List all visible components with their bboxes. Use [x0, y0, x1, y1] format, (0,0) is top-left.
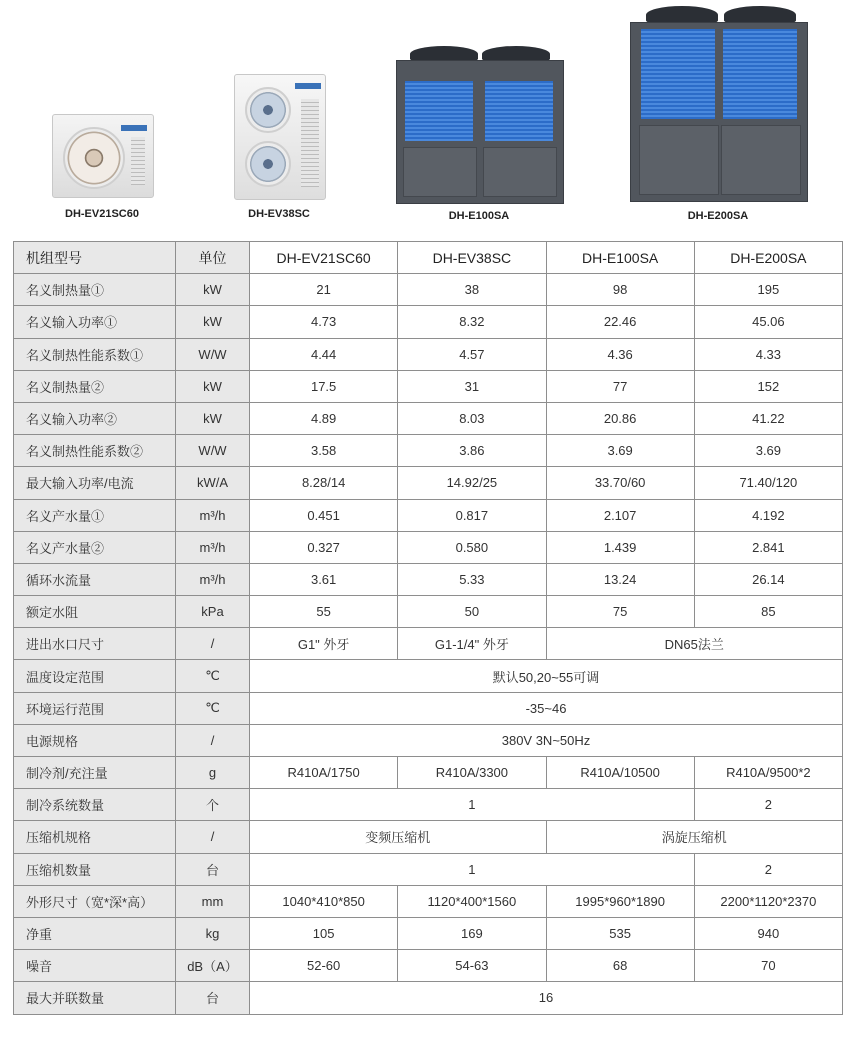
panel: [483, 147, 557, 197]
cell-value: R410A/10500: [546, 757, 694, 789]
row-label: 进出水口尺寸: [14, 628, 176, 660]
cell-value: R410A/1750: [250, 757, 398, 789]
panel: [721, 125, 801, 195]
fan-icon: [63, 127, 125, 189]
row-label: 最大并联数量: [14, 982, 176, 1014]
cell-value: 4.44: [250, 338, 398, 370]
cell-value: G1" 外牙: [250, 628, 398, 660]
cell-value: 380V 3N~50Hz: [250, 724, 843, 756]
cell-value: 2: [694, 789, 842, 821]
cell-value: 3.86: [398, 435, 546, 467]
cell-value: 4.89: [250, 402, 398, 434]
coil: [485, 81, 553, 141]
table-header-row: [14, 242, 843, 274]
row-label: 名义制热性能系数①: [14, 338, 176, 370]
coil: [723, 29, 797, 119]
cell-value: 4.192: [694, 499, 842, 531]
cell-value: 变频压缩机: [250, 821, 547, 853]
coil: [405, 81, 473, 141]
table-row: [14, 821, 843, 853]
grille: [301, 99, 319, 187]
row-unit: /: [176, 724, 250, 756]
header-model: DH-EV38SC: [398, 242, 546, 274]
header-label: 机组型号: [14, 242, 176, 274]
cell-value: 0.451: [250, 499, 398, 531]
table-row: [14, 982, 843, 1014]
row-unit: dB（A）: [176, 950, 250, 982]
row-unit: g: [176, 757, 250, 789]
cell-value: 4.36: [546, 338, 694, 370]
row-unit: 台: [176, 982, 250, 1014]
cell-value: 50: [398, 596, 546, 628]
row-unit: ℃: [176, 692, 250, 724]
cell-value: 1995*960*1890: [546, 885, 694, 917]
header-unit: 单位: [176, 242, 250, 274]
cell-value: 152: [694, 370, 842, 402]
cell-value: 2: [694, 853, 842, 885]
row-unit: kPa: [176, 596, 250, 628]
wall-outdoor-unit-image: [52, 114, 154, 198]
coil: [641, 29, 715, 119]
panel: [403, 147, 477, 197]
row-unit: kW/A: [176, 467, 250, 499]
table-row: [14, 660, 843, 692]
panel: [639, 125, 719, 195]
cell-value: 1: [250, 853, 695, 885]
row-label: 温度设定范围: [14, 660, 176, 692]
cell-value: 3.58: [250, 435, 398, 467]
cell-value: 16: [250, 982, 843, 1014]
row-label: 环境运行范围: [14, 692, 176, 724]
table-row: [14, 563, 843, 595]
cell-value: 3.69: [694, 435, 842, 467]
cell-value: 1040*410*850: [250, 885, 398, 917]
cell-value: 4.73: [250, 306, 398, 338]
product-caption: DH-EV21SC60: [65, 208, 139, 220]
row-label: 循环水流量: [14, 563, 176, 595]
cell-value: 940: [694, 917, 842, 949]
table-row: [14, 274, 843, 306]
product-caption: DH-E200SA: [687, 210, 749, 222]
row-label: 名义制热量②: [14, 370, 176, 402]
row-unit: kW: [176, 306, 250, 338]
cell-value: R410A/9500*2: [694, 757, 842, 789]
table-row: [14, 338, 843, 370]
product-caption: DH-E100SA: [448, 210, 510, 222]
cell-value: -35~46: [250, 692, 843, 724]
cell-value: 13.24: [546, 563, 694, 595]
cell-value: 75: [546, 596, 694, 628]
cell-value: 31: [398, 370, 546, 402]
brand-logo: [295, 83, 321, 89]
cell-value: 0.817: [398, 499, 546, 531]
cell-value: 45.06: [694, 306, 842, 338]
cell-value: 85: [694, 596, 842, 628]
row-unit: /: [176, 628, 250, 660]
row-unit: kW: [176, 274, 250, 306]
cell-value: 105: [250, 917, 398, 949]
row-label: 名义产水量②: [14, 531, 176, 563]
row-unit: 台: [176, 853, 250, 885]
table-row: [14, 692, 843, 724]
cell-value: 8.32: [398, 306, 546, 338]
table-row: [14, 724, 843, 756]
table-row: [14, 370, 843, 402]
table-row: [14, 757, 843, 789]
row-label: 制冷剂/充注量: [14, 757, 176, 789]
cell-value: R410A/3300: [398, 757, 546, 789]
cell-value: 1.439: [546, 531, 694, 563]
header-model: DH-E100SA: [546, 242, 694, 274]
row-label: 电源规格: [14, 724, 176, 756]
row-label: 名义制热量①: [14, 274, 176, 306]
cell-value: 77: [546, 370, 694, 402]
cell-value: 14.92/25: [398, 467, 546, 499]
fan-icon: [245, 87, 291, 133]
cell-value: 70: [694, 950, 842, 982]
cell-value: 71.40/120: [694, 467, 842, 499]
row-label: 制冷系统数量: [14, 789, 176, 821]
row-label: 额定水阻: [14, 596, 176, 628]
fan-icon: [245, 141, 291, 187]
cell-value: 68: [546, 950, 694, 982]
cell-value: 0.327: [250, 531, 398, 563]
table-row: [14, 596, 843, 628]
cell-value: 8.03: [398, 402, 546, 434]
cell-value: 98: [546, 274, 694, 306]
table-row: [14, 853, 843, 885]
spec-table-body: [14, 242, 843, 1015]
product-dh-ev38sc: [232, 74, 326, 224]
product-dh-ev21sc60: [52, 114, 152, 224]
cell-value: 41.22: [694, 402, 842, 434]
cell-value: 4.33: [694, 338, 842, 370]
cell-value: 54-63: [398, 950, 546, 982]
row-label: 外形尺寸（宽*深*高）: [14, 885, 176, 917]
large-commercial-unit-image: [630, 22, 808, 202]
product-caption: DH-EV38SC: [248, 208, 310, 220]
cell-value: 4.57: [398, 338, 546, 370]
cell-value: 3.61: [250, 563, 398, 595]
brand-logo: [121, 125, 147, 131]
row-label: 最大输入功率/电流: [14, 467, 176, 499]
product-dh-e200sa: [630, 6, 806, 224]
table-row: [14, 789, 843, 821]
row-unit: mm: [176, 885, 250, 917]
cell-value: 8.28/14: [250, 467, 398, 499]
cell-value: 21: [250, 274, 398, 306]
table-row: [14, 950, 843, 982]
table-row: [14, 917, 843, 949]
cell-value: 5.33: [398, 563, 546, 595]
cell-value: 169: [398, 917, 546, 949]
grille: [131, 137, 145, 185]
row-label: 压缩机规格: [14, 821, 176, 853]
cell-value: 33.70/60: [546, 467, 694, 499]
table-row: [14, 628, 843, 660]
product-images: [0, 0, 850, 232]
product-dh-e100sa: [396, 46, 562, 224]
cell-value: G1-1/4" 外牙: [398, 628, 546, 660]
row-unit: m³/h: [176, 563, 250, 595]
cell-value: 20.86: [546, 402, 694, 434]
cell-value: 17.5: [250, 370, 398, 402]
table-row: [14, 435, 843, 467]
cell-value: 26.14: [694, 563, 842, 595]
cell-value: 3.69: [546, 435, 694, 467]
header-model: DH-E200SA: [694, 242, 842, 274]
table-row: [14, 402, 843, 434]
cell-value: 2.841: [694, 531, 842, 563]
cell-value: 默认50,20~55可调: [250, 660, 843, 692]
row-unit: m³/h: [176, 531, 250, 563]
row-unit: /: [176, 821, 250, 853]
row-unit: ℃: [176, 660, 250, 692]
cell-value: 1120*400*1560: [398, 885, 546, 917]
outdoor-unit-image: [234, 74, 326, 200]
cell-value: 2200*1120*2370: [694, 885, 842, 917]
cell-value: 535: [546, 917, 694, 949]
row-label: 名义产水量①: [14, 499, 176, 531]
cell-value: 55: [250, 596, 398, 628]
cell-value: 52-60: [250, 950, 398, 982]
row-unit: 个: [176, 789, 250, 821]
cell-value: 2.107: [546, 499, 694, 531]
row-unit: W/W: [176, 435, 250, 467]
cell-value: 38: [398, 274, 546, 306]
table-row: [14, 885, 843, 917]
table-row: [14, 531, 843, 563]
table-row: [14, 306, 843, 338]
row-unit: kg: [176, 917, 250, 949]
cell-value: 1: [250, 789, 695, 821]
row-label: 名义制热性能系数②: [14, 435, 176, 467]
table-row: [14, 467, 843, 499]
row-label: 噪音: [14, 950, 176, 982]
cell-value: 22.46: [546, 306, 694, 338]
cell-value: 涡旋压缩机: [546, 821, 843, 853]
cell-value: 0.580: [398, 531, 546, 563]
row-unit: m³/h: [176, 499, 250, 531]
table-row: [14, 499, 843, 531]
row-unit: W/W: [176, 338, 250, 370]
row-label: 名义输入功率②: [14, 402, 176, 434]
header-model: DH-EV21SC60: [250, 242, 398, 274]
row-unit: kW: [176, 370, 250, 402]
commercial-unit-image: [396, 60, 564, 204]
cell-value: DN65法兰: [546, 628, 843, 660]
row-unit: kW: [176, 402, 250, 434]
row-label: 压缩机数量: [14, 853, 176, 885]
spec-table: [13, 241, 843, 1015]
row-label: 名义输入功率①: [14, 306, 176, 338]
cell-value: 195: [694, 274, 842, 306]
row-label: 净重: [14, 917, 176, 949]
